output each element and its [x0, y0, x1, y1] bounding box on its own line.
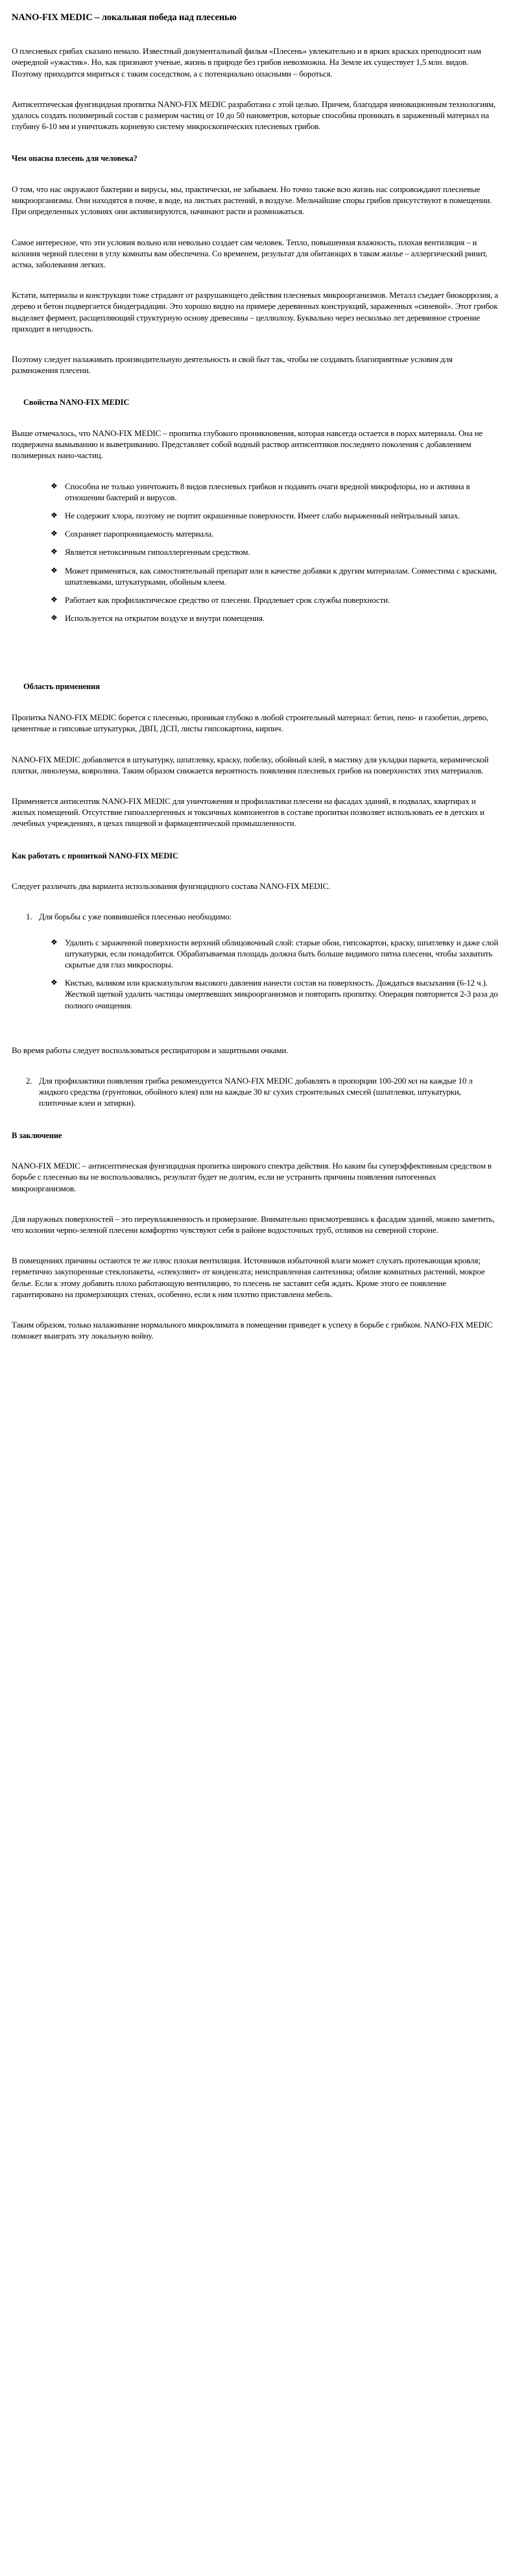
danger-paragraph-3: Кстати, материалы и конструкции тоже страдают от разрушающего действия плесневых микроорганизмов. Металл съедает биокоррозия, а дерево и бетон подвергается биодеградации. Это хорошо видно на примере деревянных конструкций, зараженных «синевой». Этот грибок выделяет фермент, расщепляющий структурную основу древесины – целлюлозу. Буквально через несколько лет деревянное строение приходит в негодность.	[12, 290, 498, 334]
page-title: NANO-FIX MEDIC – локальная победа над плесенью	[12, 12, 237, 23]
diamond-bullet-icon: ❖	[51, 529, 58, 539]
section-heading-application-area: Область применения	[23, 682, 100, 692]
step-1-after-text: Во время работы следует воспользоваться респиратором и защитными очками.	[12, 1045, 289, 1055]
section-heading-danger: Чем опасна плесень для человека?	[12, 154, 137, 164]
diamond-bullet-icon: ❖	[51, 565, 58, 575]
list-item	[51, 594, 499, 605]
spacer	[12, 1028, 499, 1045]
diamond-bullet-icon: ❖	[51, 595, 58, 605]
section-heading-conclusion: В заключение	[12, 1130, 62, 1140]
numbered-list-item-1	[12, 911, 499, 1010]
list-item	[51, 528, 499, 539]
spacer	[12, 643, 499, 660]
list-item-text: Удалить с зараженной поверхности верхний облицовочный слой: старые обои, гипсокартон, краску, шпатлевку и даже слой штукатурки, если понадобится. Обрабатываемая площадь должна быть больше видимого пятна плесени, чтобы захватить скрытые для глаз микроспоры.	[65, 937, 499, 969]
conclusion-paragraph-4: Таким образом, только налаживание нормального микроклимата в помещении приведет к успеху в борьбе с грибком. NANO-FIX MEDIC поможет выиграть эту локальную войну.	[12, 1320, 493, 1341]
list-item-text: Является нетоксичным гипоаллергенным средством.	[65, 547, 250, 557]
numbered-item-text: Для профилактики появления грибка рекомендуется NANO-FIX MEDIC добавлять в пропорции 100-200 мл на каждые 10 л жидкого средства (грунтовки, обойного клея) или на каждые 30 кг сухих строительных смесей (шпатлевки, штукатурки, плиточные клеи и затирки).	[39, 1075, 473, 1108]
intro-paragraph-2: Антисептическая фунгицидная пропитка NANO-FIX MEDIC разработана с этой целью. Причем, благодаря инновационным технологиям, удалось создать полимерный состав с размером частиц от 10 до 50 нанометров, которые способны проникать в зараженный материал на глубину 6-10 мм и уничтожать корневую систему микроскопических плесневых грибов.	[12, 99, 496, 132]
application-paragraph-3: Применяется антисептик NANO-FIX MEDIC для уничтожения и профилактики плесени на фасадах зданий, в подвалах, квартирах и жилых помещений. Отсутствие гипоаллергенных и токсичных компонентов в составе пропитки позволяет использовать ее в детских и лечебных учреждениях, в цехах пищевой и фармацевтической промышленности.	[12, 796, 484, 829]
how-to-use-numbered-list	[12, 911, 499, 1010]
list-item-text: Используется на открытом воздухе и внутри помещения.	[65, 613, 265, 624]
list-item-text: Кистью, валиком или краскопультом высокого давления нанести состав на поверхность. Дождаться высыхания (6-12 ч.). Жесткой щеткой удалить частицы омертвевших микроорганизмов и повторить пропитку. Операция повторяется 2-3 раза до полного очищения.	[65, 978, 498, 1010]
application-paragraph-2: NANO-FIX MEDIC добавляется в штукатурку, шпатлевку, краску, побелку, обойный клей, в мастику для укладки паркета, керамической плитки, линолеума, ковролина. Таким образом снижается вероятность появления плесневых грибов на поверхностях этих материалов.	[12, 754, 489, 775]
diamond-bullet-icon: ❖	[51, 613, 58, 623]
list-item	[51, 481, 499, 503]
diamond-bullet-icon: ❖	[51, 481, 58, 491]
application-paragraph-1: Пропитка NANO-FIX MEDIC борется с плесенью, проникая глубоко в любой строительный материал: бетон, пено- и газобетон, дерево, цементные и гипсовые штукатурки, ДВП, ДСП, листы гипсокартона, кирпич.	[12, 712, 488, 734]
section-heading-how-to-use: Как работать с пропиткой NANO-FIX MEDIC	[12, 851, 178, 860]
conclusion-paragraph-3: В помещениях причины остаются те же плюс плохая вентиляция. Источников избыточной влаги может слухать протекающая кровля; герметично закупоренные стеклопакеты, «спекулянт» от конденсата; неисправленная сантехника; обилие комнатных растений, мокрое белье. Если к этому добавить плохо работающую вентиляцию, то плесень не заставит себя ждать. Кроме этого ее появление гарантировано на промерзающих стенах, особенно, если к ним плотно приставлена мебель.	[12, 1256, 485, 1299]
list-item-text: Работает как профилактическое средство от плесени. Продлевает срок службы поверхности.	[65, 595, 390, 605]
diamond-bullet-icon: ❖	[51, 978, 58, 988]
diamond-bullet-icon: ❖	[51, 547, 58, 557]
properties-bullet-list	[12, 481, 499, 624]
conclusion-paragraph-1: NANO-FIX MEDIC – антисептическая фунгицидная пропитка широкого спектра действия. Но каким бы суперэффективным средством в борьбе с плесенью вы не воспользовались, результат будет не долгим, если не устранить причины появления патогенных микроорганизмов.	[12, 1161, 492, 1193]
list-item	[51, 937, 499, 971]
danger-paragraph-1: О том, что нас окружают бактерии и вирусы, мы, практически, не забываем. Но точно также всю жизнь нас сопровождают плесневые микроорганизмы. Они находятся в почве, в воде, на листьях растений, в воздухе. Мельчайшие споры грибов присутствуют в помещении. При определенных условиях они активизируются, начинают расти и размножаться.	[12, 184, 492, 217]
danger-paragraph-2: Самое интересное, что эти условия вольно или невольно создает сам человек. Тепло, повышенная влажность, плохая вентиляция – и колония черной плесени в углу комнаты вам обеспечена. Со временем, результат для обитающих в таком жилье – аллергический ринит, астма, заболевания легких.	[12, 237, 488, 269]
numbered-item-text: Для борьбы с уже появившейся плесенью необходимо:	[39, 912, 232, 922]
list-item	[51, 977, 499, 1011]
section-heading-properties: Свойства NANO-FIX MEDIC	[23, 398, 130, 407]
danger-paragraph-4: Поэтому следует налаживать производительную деятельность и свой быт так, чтобы не создавать благоприятные условия для размножения плесени.	[12, 354, 453, 376]
list-item	[51, 565, 499, 587]
diamond-bullet-icon: ❖	[51, 511, 58, 520]
list-item	[51, 510, 499, 521]
list-item-text: Сохраняет паропроницаемость материала.	[65, 529, 214, 539]
list-number-marker: 1.	[26, 912, 32, 922]
list-item-text: Способна не только уничтожить 8 видов плесневых грибков и подавить очаги вредной микрофлоры, но и активна в отношении бактерий и вирусов.	[65, 481, 470, 502]
properties-intro-paragraph: Выше отмечалось, что NANO-FIX MEDIC – пропитка глубокого проникновения, которая навсегда остается в порах материала. Она не подвержена вымыванию и выветриванию. Представляет собой водный раствор антисептиков последнего поколения с добавлением полимерных нано-частиц.	[12, 428, 483, 461]
list-item-text: Может применяться, как самостоятельный препарат или в качестве добавки к другим материалам. Совместима с красками, шпатлевками, штукатурками, обойным клеем.	[65, 565, 497, 587]
step-1-bullet-list	[39, 937, 499, 1011]
how-to-use-numbered-list-continued	[12, 1075, 499, 1109]
list-item	[51, 613, 499, 624]
conclusion-paragraph-2: Для наружных поверхностей – это переувлажненность и промерзание. Внимательно присмотревшись к фасадам зданий, можно заметить, что колонии черно-зеленой плесени комфортно чувствуют себя в районе водосточных труб, отливов на северной стороне.	[12, 1213, 495, 1235]
diamond-bullet-icon: ❖	[51, 937, 58, 947]
how-to-use-intro-paragraph: Следует различать два варианта использования фунгицидного состава NANO-FIX MEDIC.	[12, 881, 331, 892]
numbered-list-item-2	[12, 1075, 499, 1109]
intro-paragraph-1: О плесневых грибах сказано немало. Известный документальный фильм «Плесень» увлекательно и в ярких красках преподносит нам очередной «ужастик». Но, как признают ученые, жизнь в природе без грибов невозможна. На Земле их существует 1,5 млн. видов. Поэтому приходится мириться с таким соседством, а с потенциально опасными – бороться.	[12, 46, 481, 79]
list-item-text: Не содержит хлора, поэтому не портит окрашенные поверхности. Имеет слабо выраженный нейтральный запах.	[65, 511, 460, 521]
list-number-marker: 2.	[26, 1075, 32, 1086]
list-item	[51, 546, 499, 557]
